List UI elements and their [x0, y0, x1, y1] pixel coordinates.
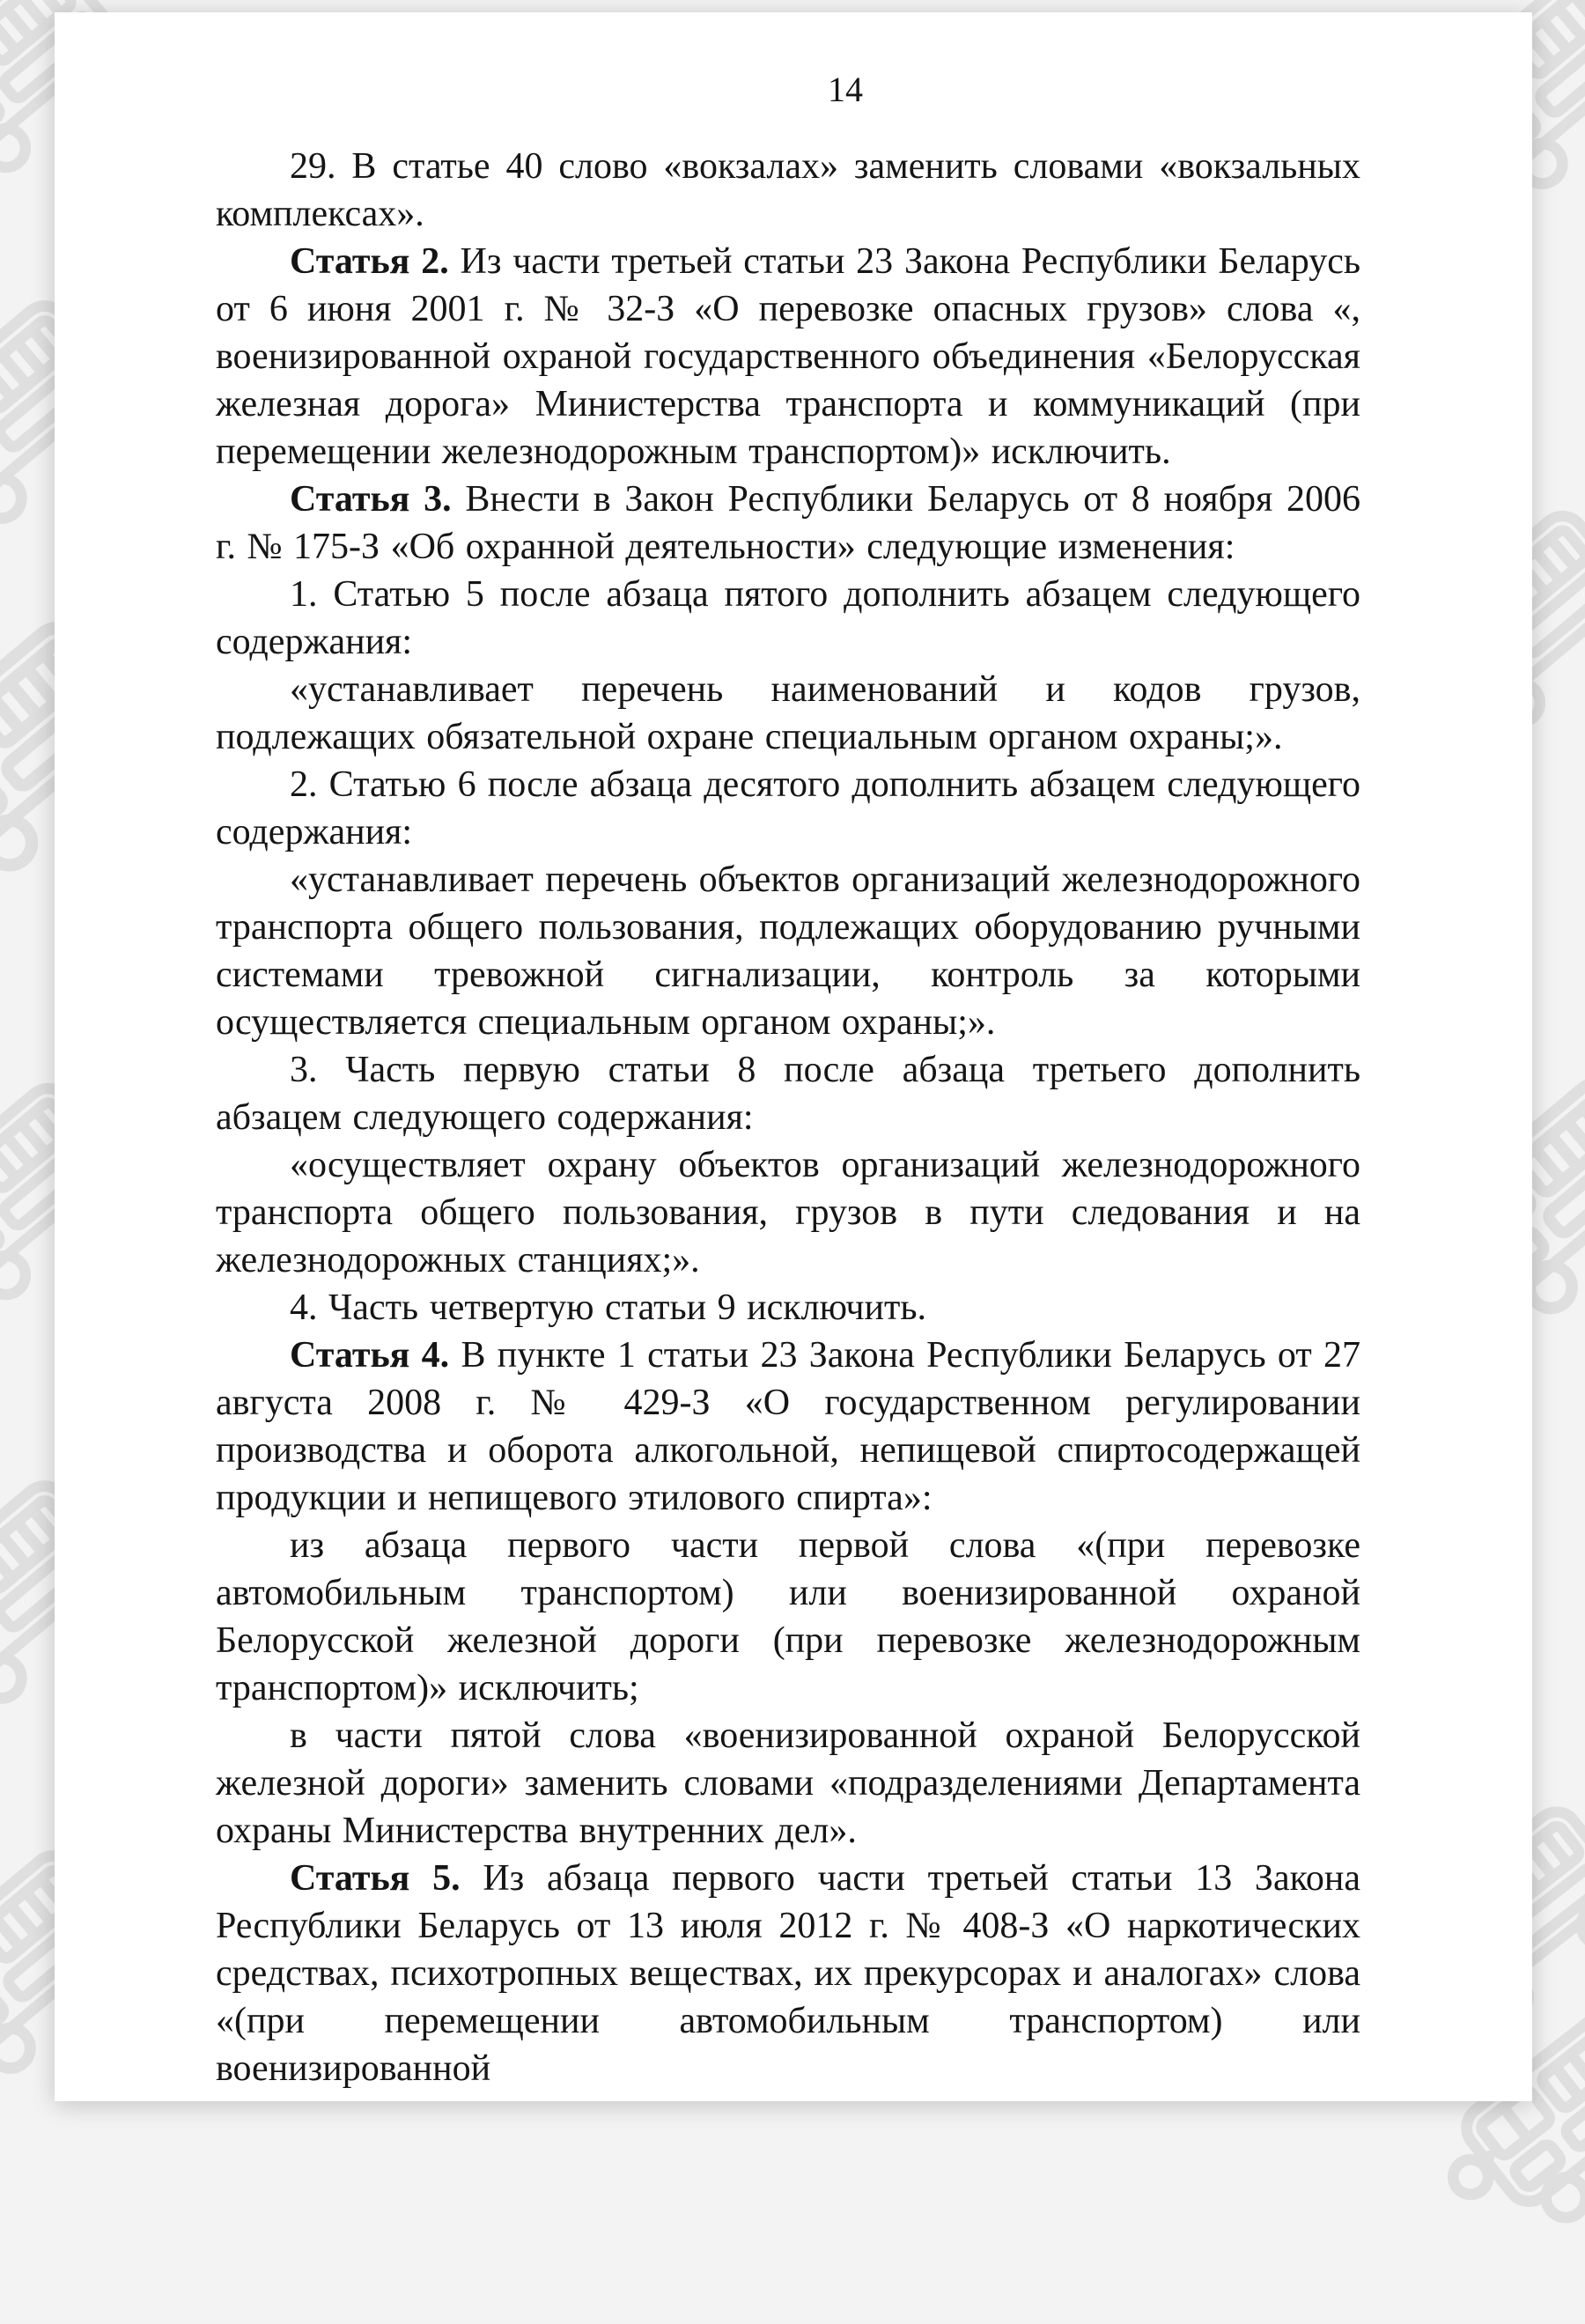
paragraph [216, 761, 1360, 856]
paragraph-text: Из абзаца первого части третьей статьи 13 Закона Республики Беларусь от 13 июля 2012 г. № 408-З «О наркотических средствах, психотропных веществах, их прекурсорах и аналогах» слова «(при перемещении автомобильным транспортом) или военизированной [216, 1858, 1360, 2089]
paragraph-text: из абзаца первого части первой слова «(при перевозке автомобильным транспортом) или военизированной охраной Белорусской железной дороги (при перевозке железнодорожным транспортом)» исключить; [216, 1525, 1360, 1708]
paragraph [216, 238, 1360, 476]
paragraph [216, 856, 1360, 1046]
paragraph [216, 1141, 1360, 1284]
article-label: Статья 5. [290, 1858, 461, 1899]
paragraph-text: Из части третьей статьи 23 Закона Республики Беларусь от 6 июня 2001 г. № 32-З «О перевозке опасных грузов» слова «, военизированной охраной государственного объединения «Белорусская железная дорога» Министерства транспорта и коммуникаций (при перемещении железнодорожным транспортом)» исключить. [216, 241, 1360, 472]
paragraph-text: «осуществляет охрану объектов организаций железнодорожного транспорта общего пользования, грузов в пути следования и на железнодорожных станциях;». [216, 1145, 1360, 1280]
paragraph [216, 666, 1360, 761]
paragraph [216, 571, 1360, 666]
paragraph-text: Внести в Закон Республики Беларусь от 8 ноября 2006 г. № 175-З «Об охранной деятельности» следующие изменения: [216, 479, 1360, 567]
paragraph [216, 1046, 1360, 1141]
paragraph [216, 143, 1360, 238]
paragraph [216, 1332, 1360, 1522]
paragraph-text: «устанавливает перечень объектов организаций железнодорожного транспорта общего пользования, подлежащих оборудованию ручными системами тревожной сигнализации, контроль за которыми осуществляется специальным органом охраны;». [216, 860, 1360, 1043]
paragraph-text: «устанавливает перечень наименований и кодов грузов, подлежащих обязательной охране специальным органом охраны;». [216, 669, 1360, 757]
paragraph [216, 1522, 1360, 1712]
paragraph-text: 4. Часть четвертую статьи 9 исключить. [290, 1287, 926, 1328]
paragraph-text: 2. Статью 6 после абзаца десятого дополнить абзацем следующего содержания: [216, 764, 1360, 852]
document-page [55, 12, 1532, 2101]
paragraph [216, 1712, 1360, 1855]
article-label: Статья 3. [290, 479, 452, 520]
paragraph [216, 476, 1360, 571]
page-number: 14 [828, 70, 863, 109]
paragraph-text: в части пятой слова «военизированной охраной Белорусской железной дороги» заменить словами «подразделениями Департамента охраны Министерства внутренних дел». [216, 1715, 1360, 1851]
article-label: Статья 4. [290, 1335, 450, 1376]
paragraph [216, 1284, 1360, 1332]
paragraph-text: 3. Часть первую статьи 8 после абзаца третьего дополнить абзацем следующего содержания: [216, 1050, 1360, 1138]
paragraph-text: 1. Статью 5 после абзаца пятого дополнить абзацем следующего содержания: [216, 574, 1360, 662]
article-label: Статья 2. [290, 241, 449, 282]
document-body [216, 143, 1360, 2092]
paragraph-text: 29. В статье 40 слово «вокзалах» заменить словами «вокзальных комплексах». [216, 146, 1360, 234]
paragraph [216, 1855, 1360, 2092]
paragraph-text: В пункте 1 статьи 23 Закона Республики Беларусь от 27 августа 2008 г. № 429-З «О государственном регулировании производства и оборота алкогольной, непищевой спиртосодержащей продукции и непищевого этилового спирта»: [216, 1335, 1360, 1518]
